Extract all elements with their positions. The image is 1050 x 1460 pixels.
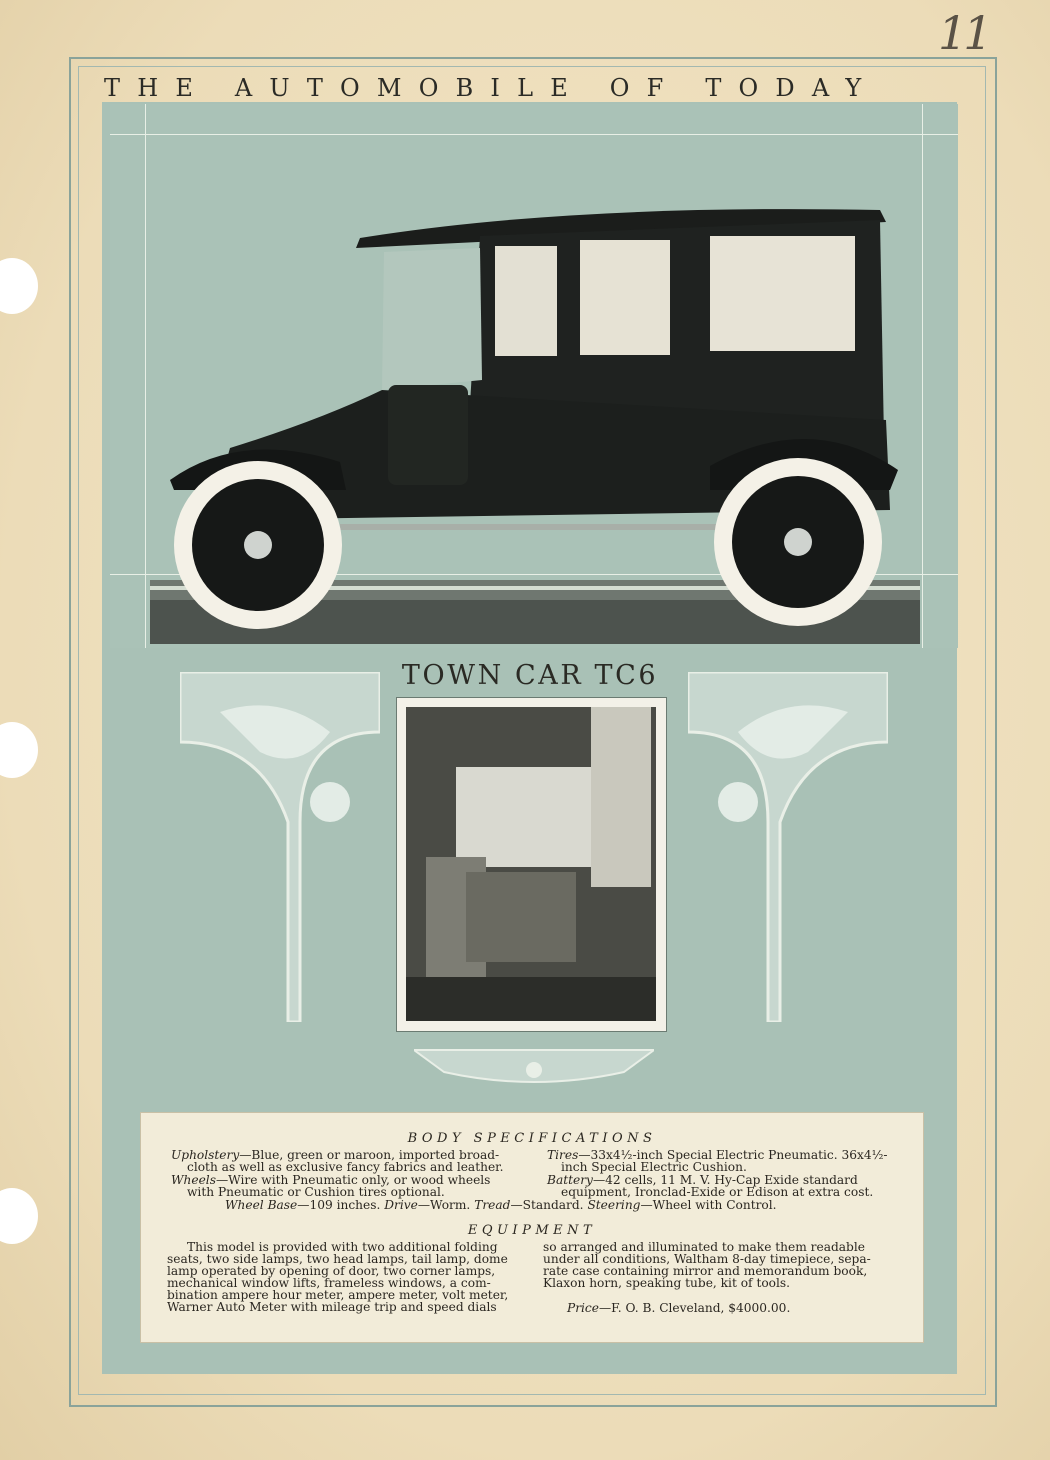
equipment-heading: EQUIPMENT — [467, 1223, 597, 1238]
equipment-left-line: This model is provided with two additional folding — [187, 1240, 498, 1254]
interior-photo-frame — [396, 697, 667, 1032]
right-ornament — [688, 672, 888, 1022]
wheel-base-value: —109 inches. — [297, 1198, 381, 1212]
tires-line-1: —33x4½-inch Special Electric Pneumatic. 36x4½- — [578, 1148, 888, 1162]
drive-label: Drive — [384, 1198, 418, 1212]
frame-rule — [110, 134, 958, 135]
page-number: 11 — [938, 6, 989, 60]
car-window — [495, 246, 557, 356]
drive-value: —Worm. — [417, 1198, 471, 1212]
dimensions-line — [225, 1199, 777, 1212]
specifications-box — [140, 1112, 924, 1343]
upholstery-line-1: —Blue, green or maroon, imported broad- — [239, 1148, 500, 1162]
car-window — [580, 240, 670, 355]
equipment-right-line: Klaxon horn, speaking tube, kit of tools. — [543, 1276, 791, 1290]
battery-line-2: equipment, Ironclad-Exide or Edison at extra cost. — [561, 1185, 874, 1199]
equipment-right-line: so arranged and illuminated to make them readable — [543, 1240, 865, 1254]
equipment-right-line: under all conditions, Waltham 8-day timepiece, sepa- — [543, 1252, 871, 1266]
tread-value: —Standard. — [510, 1198, 584, 1212]
battery-label: Battery — [547, 1173, 593, 1187]
steering-label: Steering — [587, 1198, 641, 1212]
tires-line-2: inch Special Electric Cushion. — [561, 1160, 747, 1174]
frame-rule — [922, 104, 923, 648]
equipment-right-line: rate case containing mirror and memorandum book, — [543, 1264, 868, 1278]
front-wheel — [174, 461, 342, 629]
wheel-base-label: Wheel Base — [225, 1198, 298, 1212]
tread-label: Tread — [474, 1198, 511, 1212]
running-board — [340, 524, 720, 530]
frame-rule — [145, 104, 146, 648]
wheels-label: Wheels — [171, 1173, 216, 1187]
upholstery-label: Upholstery — [171, 1148, 240, 1162]
equipment-left-line: mechanical window lifts, frameless windows, a com- — [167, 1276, 491, 1290]
equipment-left-line: Warner Auto Meter with mileage trip and speed dials — [167, 1300, 497, 1314]
equipment-left-line: seats, two side lamps, two head lamps, tail lamp, dome — [167, 1252, 508, 1266]
battery-line-1: —42 cells, 11 M. V. Hy-Cap Exide standard — [592, 1173, 858, 1187]
town-car-side-photo — [150, 190, 920, 645]
wheels-line-1: —Wire with Pneumatic only, or wood wheels — [215, 1173, 491, 1187]
equipment-left-line: bination ampere hour meter, ampere meter, volt meter, — [167, 1288, 509, 1302]
product-title: TOWN CAR TC6 — [401, 660, 659, 691]
upholstery-line-2: cloth as well as exclusive fancy fabrics and leather. — [187, 1160, 504, 1174]
price-label: Price — [567, 1301, 599, 1315]
rear-wheel — [714, 458, 882, 626]
body-specifications-heading: BODY SPECIFICATIONS — [407, 1131, 657, 1146]
page-header-title: THE AUTOMOBILE OF TODAY — [104, 74, 879, 102]
front-door — [388, 385, 468, 485]
bottom-ornament — [414, 1048, 654, 1088]
wheels-line-2: with Pneumatic or Cushion tires optional. — [187, 1185, 445, 1199]
car-window — [710, 236, 855, 351]
left-ornament — [180, 672, 380, 1022]
price-value: —F. O. B. Cleveland, $4000.00. — [598, 1301, 791, 1315]
front-opening — [382, 248, 482, 390]
price-line — [567, 1302, 790, 1315]
steering-value: —Wheel with Control. — [640, 1198, 777, 1212]
tires-label: Tires — [547, 1148, 579, 1162]
town-car-interior-photo — [406, 707, 656, 1021]
equipment-left-line: lamp operated by opening of door, two corner lamps, — [167, 1264, 496, 1278]
